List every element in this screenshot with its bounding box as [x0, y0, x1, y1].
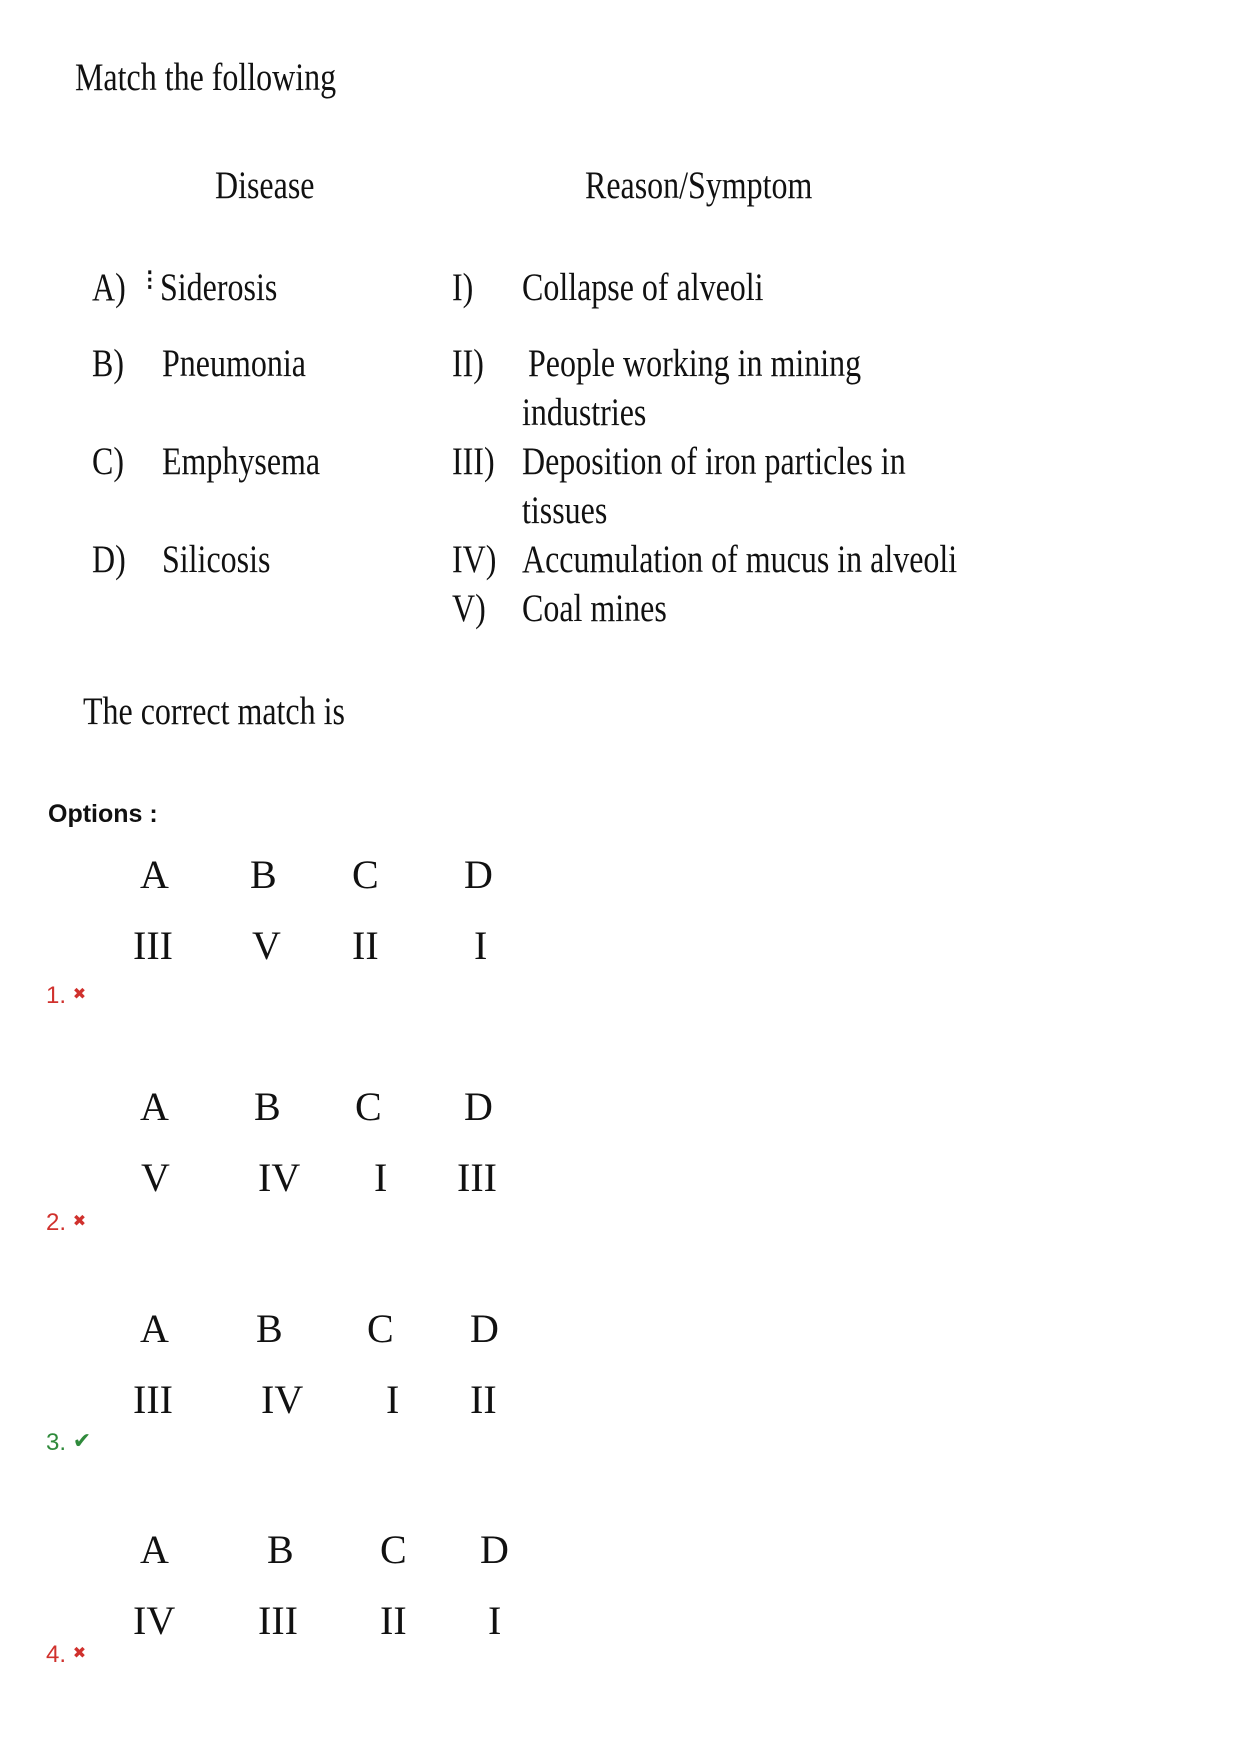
right-item-label: V) — [452, 587, 486, 630]
right-item-label: III) — [452, 440, 495, 483]
wrong-cross-icon: ✖ — [72, 1645, 87, 1662]
option-2-header-a: A — [140, 1084, 169, 1129]
option-3-header-d: D — [470, 1306, 499, 1351]
right-item-text: Deposition of iron particles in — [522, 440, 906, 483]
option-2-value-b: IV — [258, 1155, 301, 1200]
right-item-label: IV) — [452, 538, 497, 581]
option-4-header-a: A — [140, 1527, 169, 1572]
option-3-header-a: A — [140, 1306, 169, 1351]
option-2-value-a: V — [141, 1155, 170, 1200]
right-item-label: I) — [452, 266, 474, 309]
correct-check-icon: ✔ — [72, 1428, 92, 1453]
left-item-text: Siderosis — [160, 266, 278, 309]
left-item-label: D) — [92, 538, 126, 581]
right-item-text-cont: industries — [522, 391, 647, 434]
option-3-value-d: II — [470, 1377, 497, 1422]
stray-mark: ⁝ — [145, 264, 155, 297]
option-3[interactable] — [46, 1428, 91, 1457]
option-3-header-b: B — [256, 1306, 283, 1351]
option-3-header-c: C — [367, 1306, 394, 1351]
option-2-header-d: D — [464, 1084, 493, 1129]
option-2-value-c: I — [374, 1155, 388, 1200]
left-item-text: Pneumonia — [162, 342, 306, 385]
option-1[interactable] — [46, 982, 86, 1010]
question-title: Match the following — [75, 56, 337, 99]
option-4-value-d: I — [488, 1598, 502, 1643]
option-3-value-c: I — [386, 1377, 400, 1422]
option-1-value-c: II — [352, 923, 379, 968]
option-number: 3. — [46, 1429, 67, 1456]
column-header-disease: Disease — [215, 164, 315, 207]
right-item-label: II) — [452, 342, 484, 385]
option-2-header-c: C — [355, 1084, 382, 1129]
wrong-cross-icon: ✖ — [72, 1213, 87, 1230]
right-item-text: Coal mines — [522, 587, 667, 630]
left-item-label: A) — [92, 266, 126, 309]
wrong-cross-icon: ✖ — [72, 986, 87, 1003]
option-number: 2. — [46, 1209, 67, 1236]
option-2-header-b: B — [254, 1084, 281, 1129]
option-4-value-a: IV — [133, 1598, 176, 1643]
right-item-text: Accumulation of mucus in alveoli — [522, 538, 958, 581]
left-item-label: B) — [92, 342, 124, 385]
option-number: 4. — [46, 1641, 67, 1668]
option-4-value-c: II — [380, 1598, 407, 1643]
option-4-header-c: C — [380, 1527, 407, 1572]
option-2-value-d: III — [457, 1155, 497, 1200]
left-item-text: Silicosis — [162, 538, 271, 581]
option-1-value-b: V — [252, 923, 281, 968]
option-4-value-b: III — [258, 1598, 298, 1643]
option-4[interactable] — [46, 1641, 86, 1669]
question-footer: The correct match is — [83, 690, 345, 733]
option-4-header-b: B — [267, 1527, 294, 1572]
option-1-header-a: A — [140, 852, 169, 897]
option-4-header-d: D — [480, 1527, 509, 1572]
right-item-text: Collapse of alveoli — [522, 266, 764, 309]
column-header-reason: Reason/Symptom — [585, 164, 813, 207]
option-3-value-b: IV — [261, 1377, 304, 1422]
left-item-text: Emphysema — [162, 440, 321, 483]
option-number: 1. — [46, 982, 67, 1009]
option-2[interactable] — [46, 1209, 86, 1237]
option-1-value-d: I — [474, 923, 488, 968]
options-label: Options : — [48, 800, 158, 828]
left-item-label: C) — [92, 440, 124, 483]
option-3-value-a: III — [133, 1377, 173, 1422]
option-1-value-a: III — [133, 923, 173, 968]
option-1-header-c: C — [352, 852, 379, 897]
right-item-text-cont: tissues — [522, 489, 608, 532]
right-item-text: People working in mining — [528, 342, 862, 385]
option-1-header-d: D — [464, 852, 493, 897]
option-1-header-b: B — [250, 852, 277, 897]
